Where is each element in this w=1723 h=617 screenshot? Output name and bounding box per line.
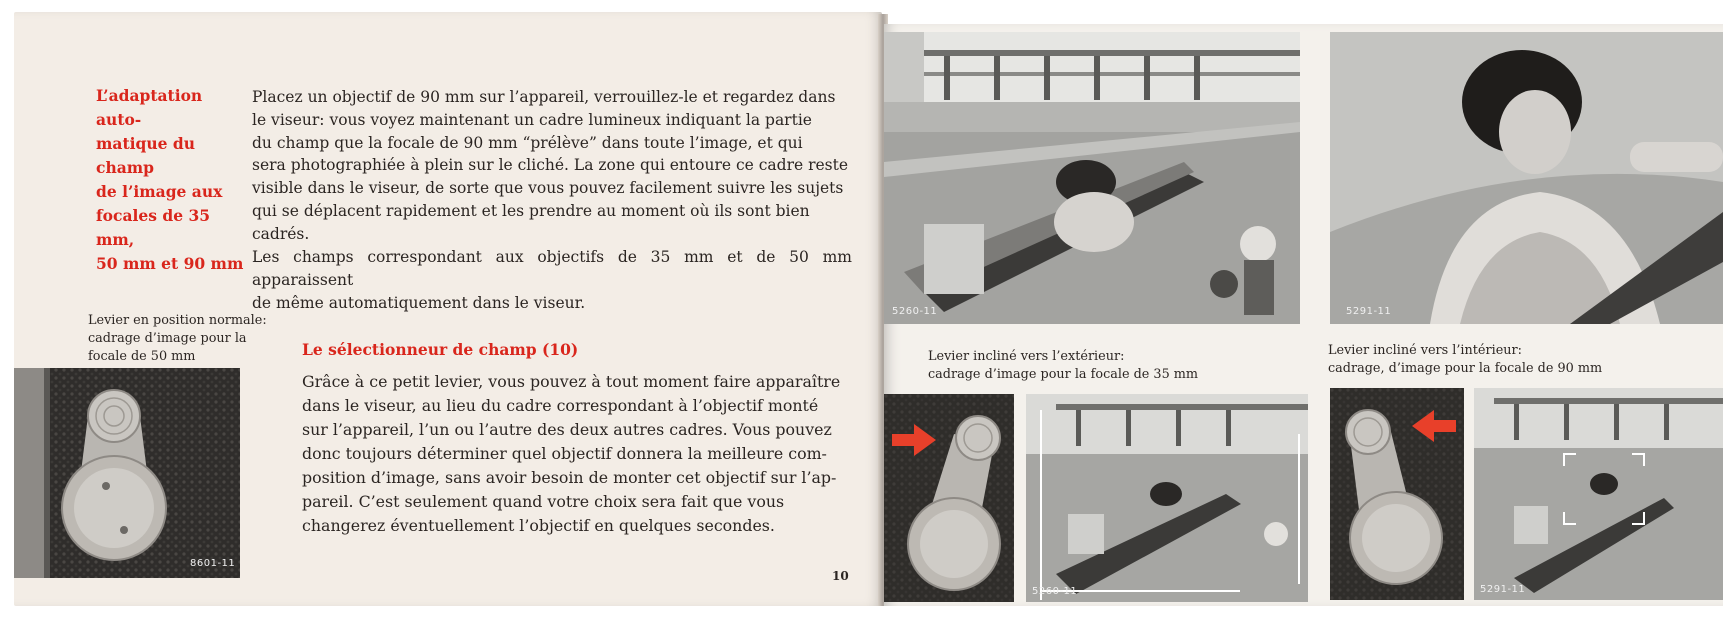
photo-ref-8601: 8601-11 xyxy=(190,558,236,569)
caption-inner-position: Levier incliné vers l’intérieur: cadrage, d’image pour la focale de 90 mm xyxy=(1328,343,1603,376)
paragraph-3: Grâce à ce petit levier, vous pouvez à tout moment faire apparaître dans le viseur, au lieu du cadre correspondant à l’objectif monté sur l’appareil, l’un ou l’autre des deux autres cadres. Vous pouvez donc toujours déterminer quel objectif donnera la meilleure com- position d’image, sans avoir besoin de monter cet objectif sur l’ap- pareil. C’est seulement quand votre choix sera fait que vous changerez éventuellement l’objectif en quelques secondes. xyxy=(302,372,841,535)
lever-photo-normal xyxy=(14,368,240,578)
section-heading: Le sélectionneur de champ (10) xyxy=(302,340,579,359)
small-ref-5260: 5260-11 xyxy=(1032,586,1078,597)
caption-normal-position: Levier en position normale: cadrage d’image pour la focale de 50 mm xyxy=(88,313,267,364)
caption-outer-position: Levier incliné vers l’extérieur: cadrage d’image pour la focale de 35 mm xyxy=(928,349,1199,382)
closeup-photo xyxy=(1330,32,1723,324)
lever-photo-inner xyxy=(1330,388,1464,600)
finder-view-35mm xyxy=(1026,394,1308,602)
lever-photo-outer xyxy=(884,394,1014,602)
photo-ref-5291: 5291-11 xyxy=(1346,306,1392,317)
page-number: 10 xyxy=(832,569,849,583)
left-page xyxy=(14,12,882,606)
paragraph-1: Placez un objectif de 90 mm sur l’appareil, verrouillez-le et regardez dans le viseur: vous voyez maintenant un cadre lumineux indiquant la partie du champ que la focale de 90 mm “prélève” dans toute l’image, et qui sera photographiée à plein sur le cliché. La zone qui entoure ce cadre reste visible dans le viseur, de sorte que vous pouvez facilement suivre les sujets qui se déplacent rapidement et les prendre au moment où ils sont bien cadrés. xyxy=(252,88,849,243)
side-heading: L’adaptation auto- matique du champ de l’image aux focales de 35 mm, 50 mm et 90 mm xyxy=(96,86,244,273)
right-page xyxy=(884,24,1723,606)
photo-ref-5260: 5260-11 xyxy=(892,306,938,317)
finder-view-90mm xyxy=(1474,388,1723,600)
pool-photo xyxy=(884,32,1300,324)
paragraph-2: Les champs correspondant aux objectifs de 35 mm et de 50 mm apparaissent de même automatiquement dans le viseur. xyxy=(252,248,852,312)
small-ref-5291: 5291-11 xyxy=(1480,584,1526,595)
